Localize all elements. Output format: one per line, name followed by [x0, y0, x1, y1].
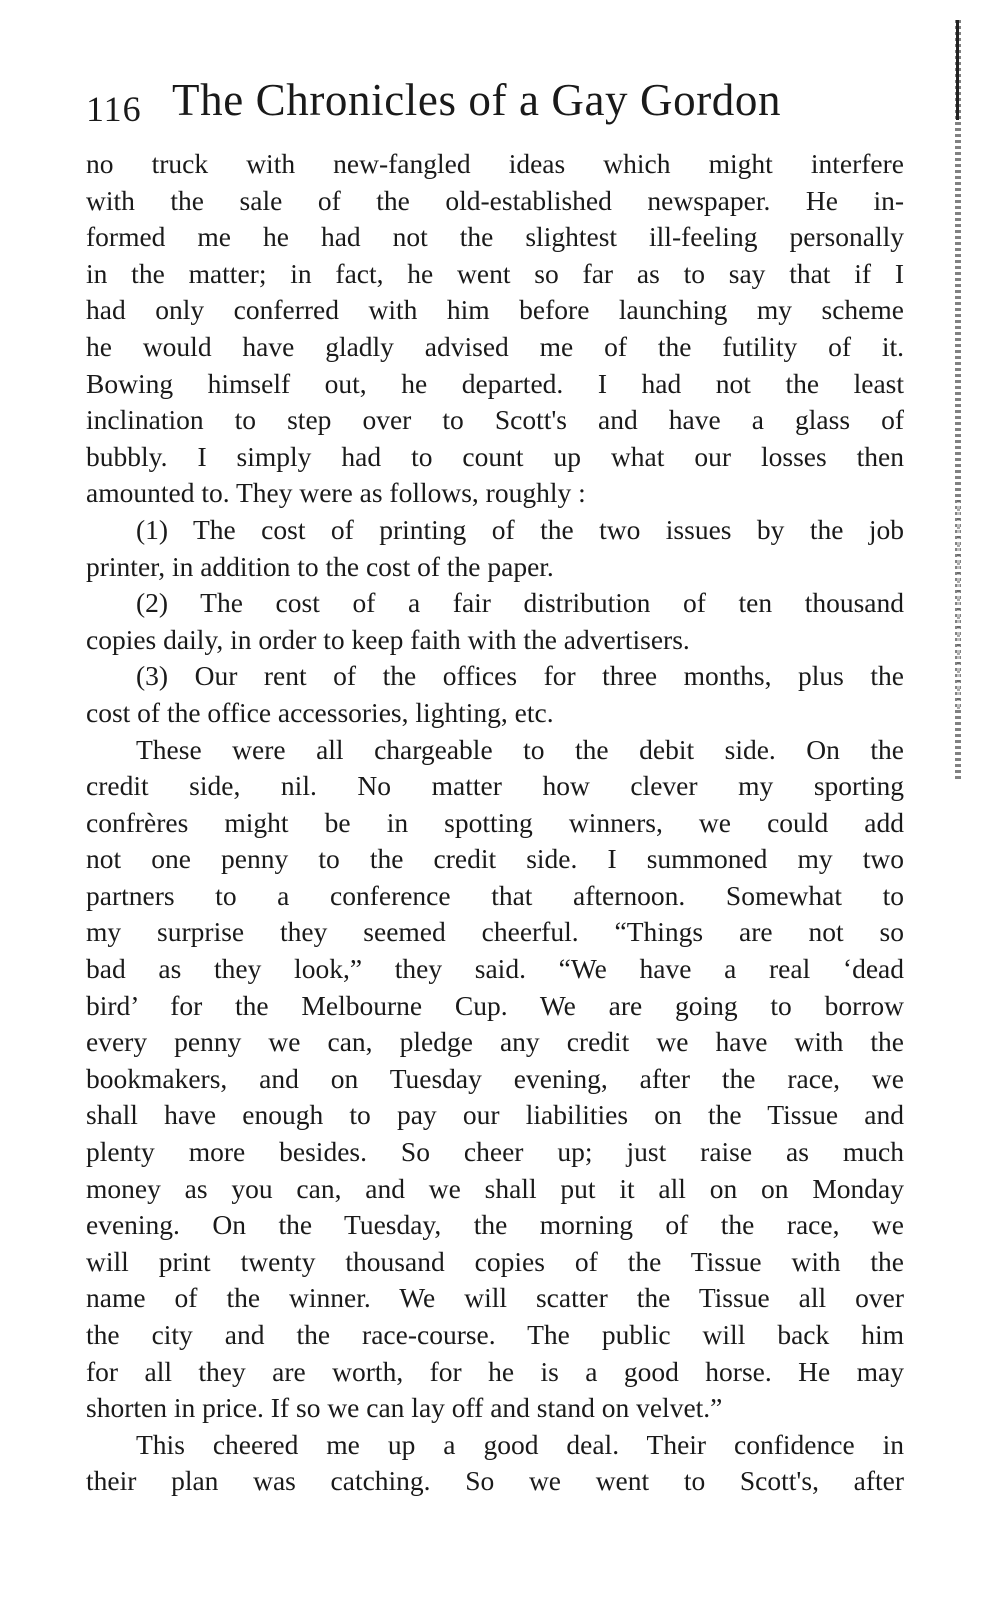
text-line: bad as they look,” they said. “We have a real ‘dead	[86, 953, 904, 985]
text-line: for all they are worth, for he is a good horse. He may	[86, 1355, 904, 1387]
text-line: bookmakers, and on Tuesday evening, after the race, we	[86, 1062, 904, 1094]
text-line: my surprise they seemed cheerful. “Things are not so	[86, 916, 904, 948]
text-line: not one penny to the credit side. I summoned my two	[86, 843, 904, 875]
text-line: in the matter; in fact, he went so far as to say that if I	[86, 257, 904, 289]
text-line: amounted to. They were as follows, roughly :	[86, 477, 586, 509]
text-line: partners to a conference that afternoon. Somewhat to	[86, 879, 904, 911]
list-item-3-line: cost of the office accessories, lighting, etc.	[86, 696, 554, 728]
text-line: bird’ for the Melbourne Cup. We are going to borrow	[86, 989, 904, 1021]
text-line: no truck with new-fangled ideas which might interfere	[86, 148, 904, 179]
text-line: This cheered me up a good deal. Their confidence in	[136, 1428, 904, 1460]
text-line: inclination to step over to Scott's and have a glass of	[86, 404, 904, 436]
list-item-1-line: printer, in addition to the cost of the paper.	[86, 550, 554, 582]
list-item-3-line: (3) Our rent of the offices for three months, plus the	[136, 660, 904, 692]
list-item-1-line: (1) The cost of printing of the two issues by the job	[136, 513, 904, 545]
running-title: The Chronicles of a Gay Gordon	[172, 75, 782, 125]
text-line: the city and the race-course. The public will back him	[86, 1319, 904, 1350]
list-item-2-line: copies daily, in order to keep faith with the advertisers.	[86, 623, 690, 655]
text-line: shorten in price. If so we can lay off and stand on velvet.”	[86, 1392, 723, 1424]
text-line: shall have enough to pay our liabilities on the Tissue and	[86, 1099, 904, 1131]
text-line: confrères might be in spotting winners, we could add	[86, 806, 904, 838]
page-number: 116	[86, 89, 142, 129]
text-line: These were all chargeable to the debit side. On the	[136, 733, 904, 765]
list-item-2-line: (2) The cost of a fair distribution of ten thousand	[136, 587, 904, 619]
text-line: credit side, nil. No matter how clever my sporting	[86, 770, 904, 802]
text-line: money as you can, and we shall put it all on on Monday	[86, 1172, 904, 1204]
text-line: every penny we can, pledge any credit we have with the	[86, 1026, 904, 1058]
text-line: plenty more besides. So cheer up; just raise as much	[86, 1136, 904, 1168]
text-line: bubbly. I simply had to count up what our losses then	[86, 440, 904, 472]
text-line: will print twenty thousand copies of the Tissue with the	[86, 1245, 904, 1277]
text-line: he would have gladly advised me of the futility of it.	[86, 330, 904, 362]
text-line: name of the winner. We will scatter the Tissue all over	[86, 1282, 904, 1314]
binding-edge-lower-mark	[957, 500, 960, 710]
text-line: Bowing himself out, he departed. I had not the least	[86, 367, 904, 399]
page-header	[86, 74, 906, 138]
text-line: with the sale of the old-established newspaper. He in-	[86, 184, 904, 216]
text-line: had only conferred with him before launching my scheme	[86, 294, 904, 326]
text-line: their plan was catching. So we went to Scott's, after	[86, 1465, 904, 1497]
body-text	[86, 146, 904, 1500]
text-line: evening. On the Tuesday, the morning of the race, we	[86, 1209, 904, 1241]
text-line: formed me he had not the slightest ill-feeling personally	[86, 221, 904, 253]
binding-edge-solid-mark	[956, 20, 959, 120]
